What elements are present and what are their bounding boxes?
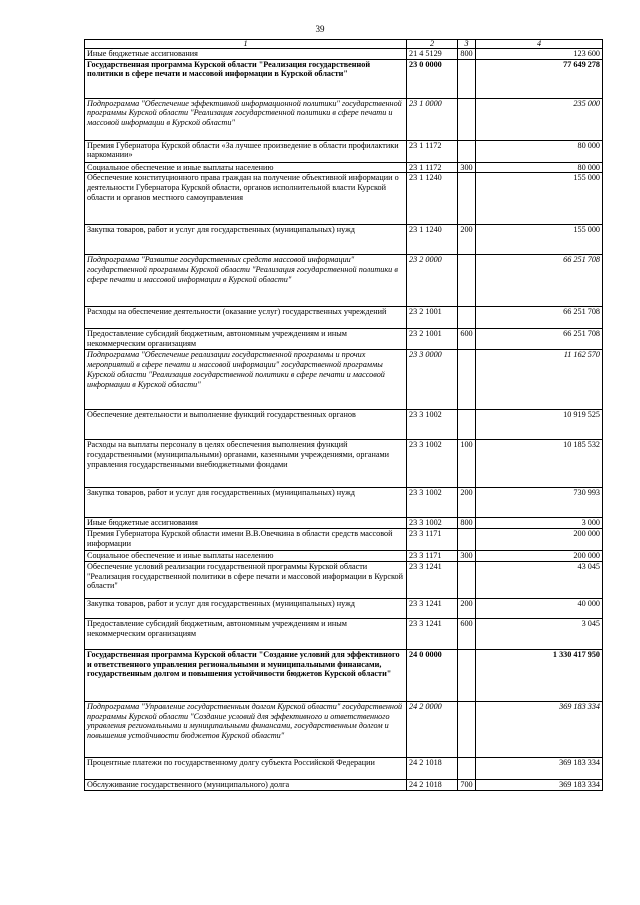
table-row	[85, 529, 603, 551]
row-name: Социальное обеспечение и иные выплаты населению	[85, 551, 407, 562]
row-name: Государственная программа Курской области "Реализация государственной политики в сфере печати и массовой информации в Курской области"	[85, 59, 407, 98]
row-expense-type	[458, 173, 476, 225]
row-code: 23 1 0000	[407, 98, 458, 140]
table-body	[85, 40, 603, 791]
row-name: Закупка товаров, работ и услуг для государственных (муниципальных) нужд	[85, 598, 407, 618]
row-expense-type	[458, 561, 476, 598]
table-row	[85, 779, 603, 790]
row-code: 23 3 1241	[407, 598, 458, 618]
row-expense-type	[458, 98, 476, 140]
row-amount: 11 162 570	[476, 350, 603, 410]
row-expense-type	[458, 701, 476, 757]
row-name: Подпрограмма "Обеспечение реализации государственной программы и прочих мероприятий в сфере печати и массовой информации" государственной программы Курской области "Реализация государственной политики в сфере печати и массовой информации в Курской области"	[85, 350, 407, 410]
row-expense-type: 600	[458, 618, 476, 649]
row-code: 23 3 1241	[407, 561, 458, 598]
row-amount: 66 251 708	[476, 255, 603, 307]
row-code: 23 1 1172	[407, 140, 458, 162]
row-name: Подпрограмма "Обеспечение эффективной информационной политики" государственной программы Курской области "Реализация государственной политики в сфере печати и массовой информации в Курской области"	[85, 98, 407, 140]
table-row	[85, 162, 603, 173]
row-amount: 1 330 417 950	[476, 649, 603, 701]
row-code: 21 4 5129	[407, 49, 458, 60]
row-name: Предоставление субсидий бюджетным, автономным учреждениям и иным некоммерческим организациям	[85, 618, 407, 649]
row-code: 23 0 0000	[407, 59, 458, 98]
row-amount: 369 183 334	[476, 779, 603, 790]
row-amount: 80 000	[476, 140, 603, 162]
table-row	[85, 225, 603, 255]
row-expense-type: 300	[458, 551, 476, 562]
row-name: Закупка товаров, работ и услуг для государственных (муниципальных) нужд	[85, 488, 407, 518]
row-code: 24 0 0000	[407, 649, 458, 701]
row-amount: 155 000	[476, 225, 603, 255]
row-expense-type: 200	[458, 598, 476, 618]
row-expense-type: 600	[458, 329, 476, 350]
row-expense-type: 700	[458, 779, 476, 790]
row-code: 23 2 1001	[407, 307, 458, 329]
row-code: 24 2 0000	[407, 701, 458, 757]
table-row	[85, 410, 603, 440]
row-name: Обслуживание государственного (муниципального) долга	[85, 779, 407, 790]
table-row	[85, 598, 603, 618]
row-code: 23 3 1171	[407, 551, 458, 562]
table-row	[85, 561, 603, 598]
row-amount: 77 649 278	[476, 59, 603, 98]
row-amount: 66 251 708	[476, 307, 603, 329]
row-expense-type	[458, 59, 476, 98]
row-expense-type	[458, 140, 476, 162]
row-code: 23 3 1002	[407, 518, 458, 529]
table-row	[85, 59, 603, 98]
row-amount: 40 000	[476, 598, 603, 618]
row-name: Процентные платежи по государственному долгу субъекта Российской Федерации	[85, 757, 407, 779]
row-amount: 123 600	[476, 49, 603, 60]
table-row	[85, 98, 603, 140]
row-amount: 369 183 334	[476, 757, 603, 779]
header-col-1: 1	[85, 40, 407, 49]
row-code: 23 3 1241	[407, 618, 458, 649]
row-amount: 369 183 334	[476, 701, 603, 757]
row-expense-type	[458, 410, 476, 440]
row-name: Расходы на обеспечение деятельности (оказание услуг) государственных учреждений	[85, 307, 407, 329]
table-row	[85, 140, 603, 162]
row-code: 23 1 1172	[407, 162, 458, 173]
row-code: 23 1 1240	[407, 225, 458, 255]
table-row	[85, 518, 603, 529]
row-expense-type: 200	[458, 488, 476, 518]
row-name: Расходы на выплаты персоналу в целях обеспечения выполнения функций государственными (муниципальными) органами, казенными учреждениями, органами управления государственными внебюджетными фондами	[85, 440, 407, 488]
row-name: Государственная программа Курской области "Создание условий для эффективного и ответственного управления региональными и муниципальными финансами, государственным долгом и повышения устойчивости бюджетов Курской области"	[85, 649, 407, 701]
row-code: 24 2 1018	[407, 779, 458, 790]
row-code: 23 2 1001	[407, 329, 458, 350]
row-amount: 80 000	[476, 162, 603, 173]
row-expense-type	[458, 529, 476, 551]
row-amount: 200 000	[476, 529, 603, 551]
row-name: Подпрограмма "Управление государственным долгом Курской области" государственной программы Курской области "Создание условий для эффективного и ответственного управления региональными и муниципальными финансами, государственным долгом и повышения устойчивости бюджетов Курской области"	[85, 701, 407, 757]
row-expense-type	[458, 307, 476, 329]
row-name: Обеспечение условий реализации государственной программы Курской области "Реализация государственной политики в сфере печати и массовой информации в Курской области"	[85, 561, 407, 598]
table-row	[85, 551, 603, 562]
row-expense-type	[458, 350, 476, 410]
header-col-3: 3	[458, 40, 476, 49]
row-code: 24 2 1018	[407, 757, 458, 779]
header-col-4: 4	[476, 40, 603, 49]
row-code: 23 1 1240	[407, 173, 458, 225]
row-amount: 235 000	[476, 98, 603, 140]
row-code: 23 3 1171	[407, 529, 458, 551]
row-amount: 66 251 708	[476, 329, 603, 350]
row-name: Иные бюджетные ассигнования	[85, 49, 407, 60]
row-amount: 43 045	[476, 561, 603, 598]
table-row	[85, 255, 603, 307]
row-name: Премия Губернатора Курской области «За лучшее произведение в области профилактики наркомании»	[85, 140, 407, 162]
row-expense-type: 800	[458, 518, 476, 529]
page-number: 39	[315, 24, 325, 34]
row-amount: 3 000	[476, 518, 603, 529]
row-name: Социальное обеспечение и иные выплаты населению	[85, 162, 407, 173]
table-row	[85, 440, 603, 488]
row-name: Подпрограмма "Развитие государственных средств массовой информации" государственной программы Курской области "Реализация государственной политики в сфере печати и массовой информации в Курской области"	[85, 255, 407, 307]
row-expense-type: 100	[458, 440, 476, 488]
row-name: Предоставление субсидий бюджетным, автономным учреждениям и иным некоммерческим организациям	[85, 329, 407, 350]
row-amount: 10 919 525	[476, 410, 603, 440]
row-code: 23 3 0000	[407, 350, 458, 410]
table-row	[85, 329, 603, 350]
table-row	[85, 618, 603, 649]
row-name: Обеспечение деятельности и выполнение функций государственных органов	[85, 410, 407, 440]
table-row	[85, 307, 603, 329]
row-amount: 10 185 532	[476, 440, 603, 488]
row-code: 23 3 1002	[407, 488, 458, 518]
row-expense-type: 200	[458, 225, 476, 255]
row-amount: 3 045	[476, 618, 603, 649]
row-amount: 730 993	[476, 488, 603, 518]
row-code: 23 3 1002	[407, 440, 458, 488]
row-amount: 200 000	[476, 551, 603, 562]
row-code: 23 2 0000	[407, 255, 458, 307]
row-expense-type: 800	[458, 49, 476, 60]
row-expense-type	[458, 255, 476, 307]
row-amount: 155 000	[476, 173, 603, 225]
row-name: Обеспечение конституционного права граждан на получение объективной информации о деятельности Губернатора Курской области, органов исполнительной власти Курской области и органов местного самоуправления	[85, 173, 407, 225]
header-row	[85, 40, 603, 49]
table-row	[85, 649, 603, 701]
row-expense-type	[458, 649, 476, 701]
table-row	[85, 350, 603, 410]
row-name: Иные бюджетные ассигнования	[85, 518, 407, 529]
row-name: Премия Губернатора Курской области имени В.В.Овечкина в области средств массовой информации	[85, 529, 407, 551]
budget-table	[84, 39, 603, 791]
row-code: 23 3 1002	[407, 410, 458, 440]
row-name: Закупка товаров, работ и услуг для государственных (муниципальных) нужд	[85, 225, 407, 255]
table-row	[85, 757, 603, 779]
header-col-2: 2	[407, 40, 458, 49]
table-row	[85, 701, 603, 757]
table-row	[85, 488, 603, 518]
row-expense-type	[458, 757, 476, 779]
table-row	[85, 49, 603, 60]
row-expense-type: 300	[458, 162, 476, 173]
table-row	[85, 173, 603, 225]
